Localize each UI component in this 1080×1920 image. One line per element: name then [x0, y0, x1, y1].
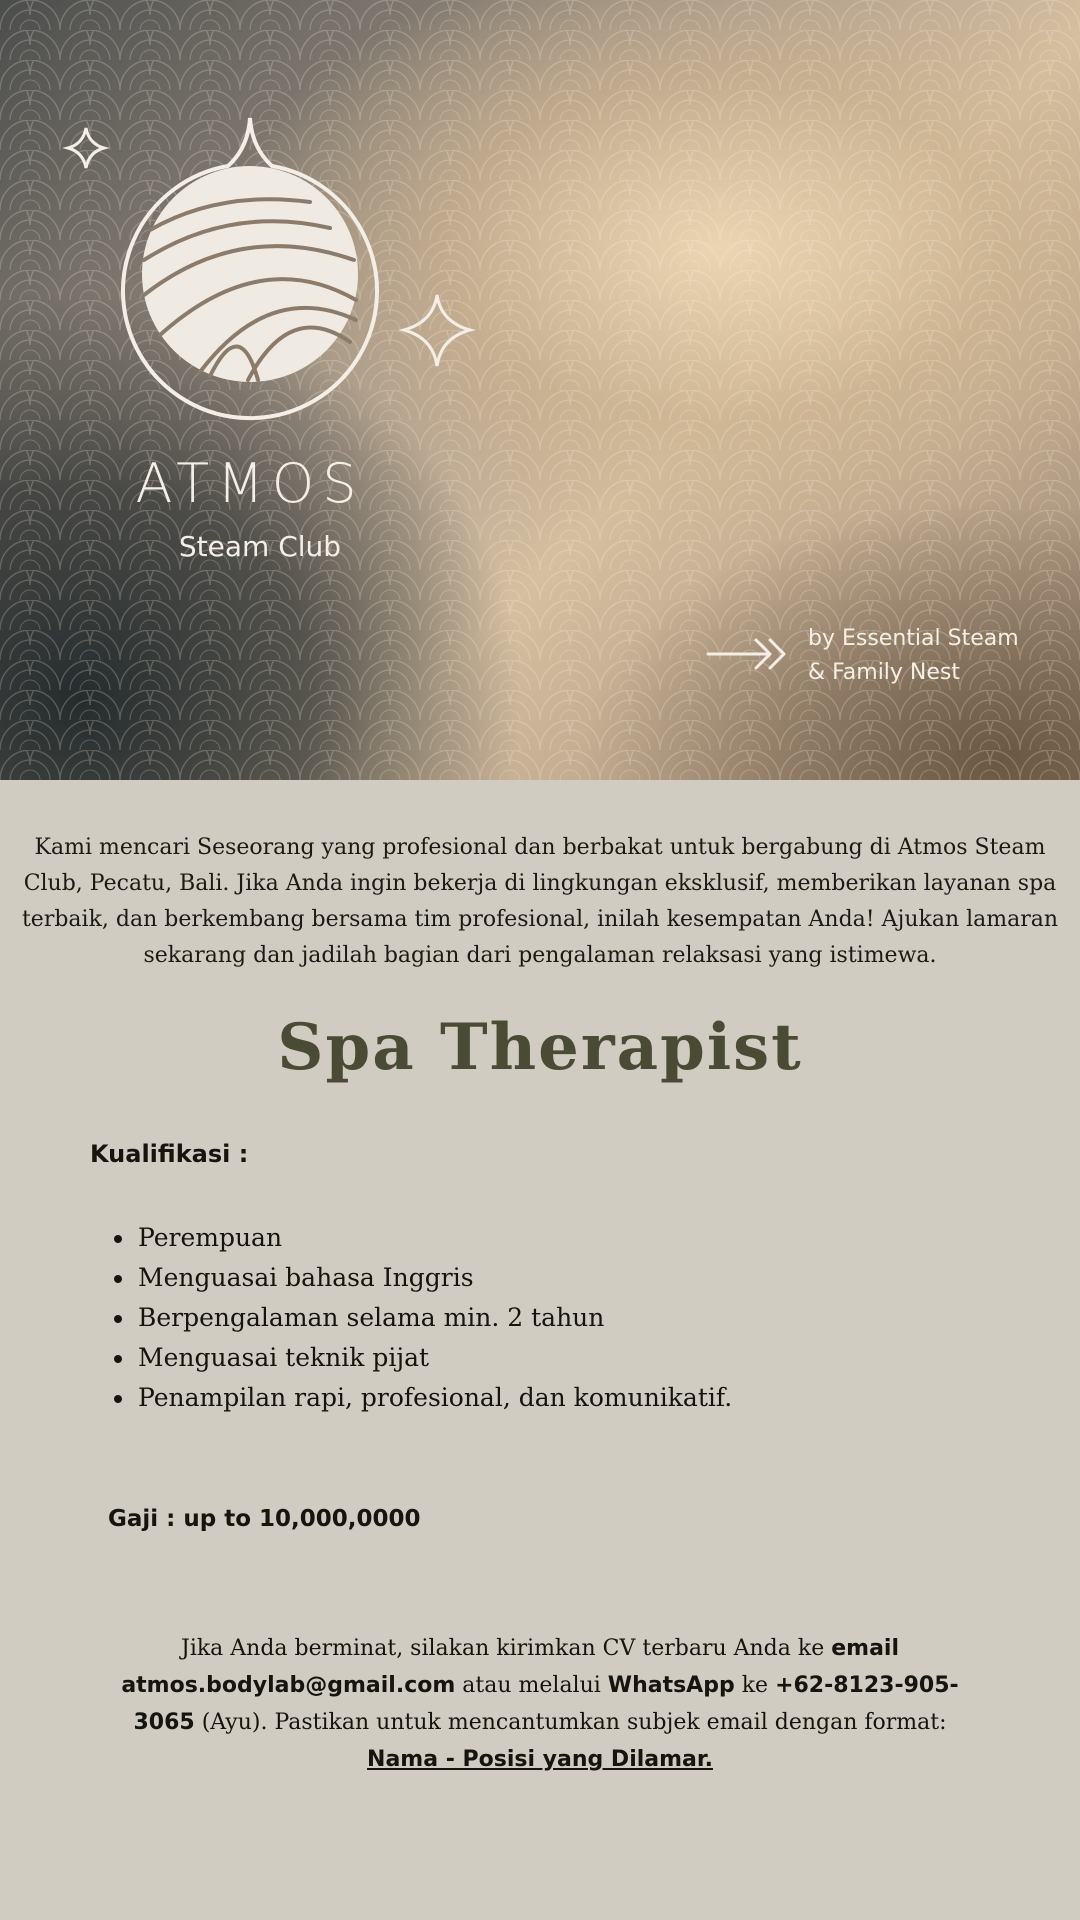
contact-text: Jika Anda berminat, silakan kirimkan CV terbaru Anda ke: [181, 1636, 832, 1661]
contact-text: atau melalui: [455, 1673, 608, 1698]
arrow-right-icon: [706, 632, 788, 676]
byline: [808, 622, 1058, 690]
contact-paragraph: [100, 1630, 980, 1778]
subject-format: Nama - Posisi yang Dilamar.: [367, 1747, 713, 1772]
salary-text: Gaji : up to 10,000,0000: [108, 1506, 421, 1532]
atmos-logo-icon: [60, 110, 480, 430]
sparkle-icon: [68, 128, 104, 168]
whatsapp-label: WhatsApp: [607, 1673, 735, 1698]
list-item: Perempuan: [112, 1218, 732, 1258]
sparkle-icon: [404, 295, 470, 366]
list-item: Berpengalaman selama min. 2 tahun: [112, 1298, 732, 1338]
email-label: email: [831, 1636, 899, 1661]
byline-line-2: & Family Nest: [808, 660, 961, 685]
list-item: Menguasai teknik pijat: [112, 1338, 732, 1378]
list-item: Menguasai bahasa Inggris: [112, 1258, 732, 1298]
job-title: Spa Therapist: [277, 1010, 803, 1085]
brand-subtitle: Steam Club: [178, 530, 342, 563]
qualifications-list: [112, 1218, 732, 1418]
contact-text: ke: [734, 1673, 776, 1698]
hero-banner: [0, 0, 1080, 780]
brand-name: ATMOS: [135, 452, 365, 515]
contact-text: (Ayu). Pastikan untuk mencantumkan subjek email dengan format:: [194, 1710, 947, 1735]
email-address[interactable]: atmos.bodylab@gmail.com: [121, 1673, 456, 1698]
byline-line-1: by Essential Steam: [808, 626, 1019, 651]
intro-paragraph: Kami mencari Seseorang yang profesional dan berbakat untuk bergabung di Atmos Steam Club, Pecatu, Bali. Jika Anda ingin bekerja di lingkungan eksklusif, memberikan layanan spa terbaik, dan berkembang bersama tim profesional, inilah kesempatan Anda! Ajukan lamaran sekarang dan jadilah bagian dari pengalaman relaksasi yang istimewa.: [21, 835, 1059, 968]
list-item: Penampilan rapi, profesional, dan komunikatif.: [112, 1378, 732, 1418]
phone-number[interactable]: +62-8123-905-3065: [133, 1673, 959, 1735]
qualifications-heading: Kualifikasi :: [90, 1140, 249, 1168]
